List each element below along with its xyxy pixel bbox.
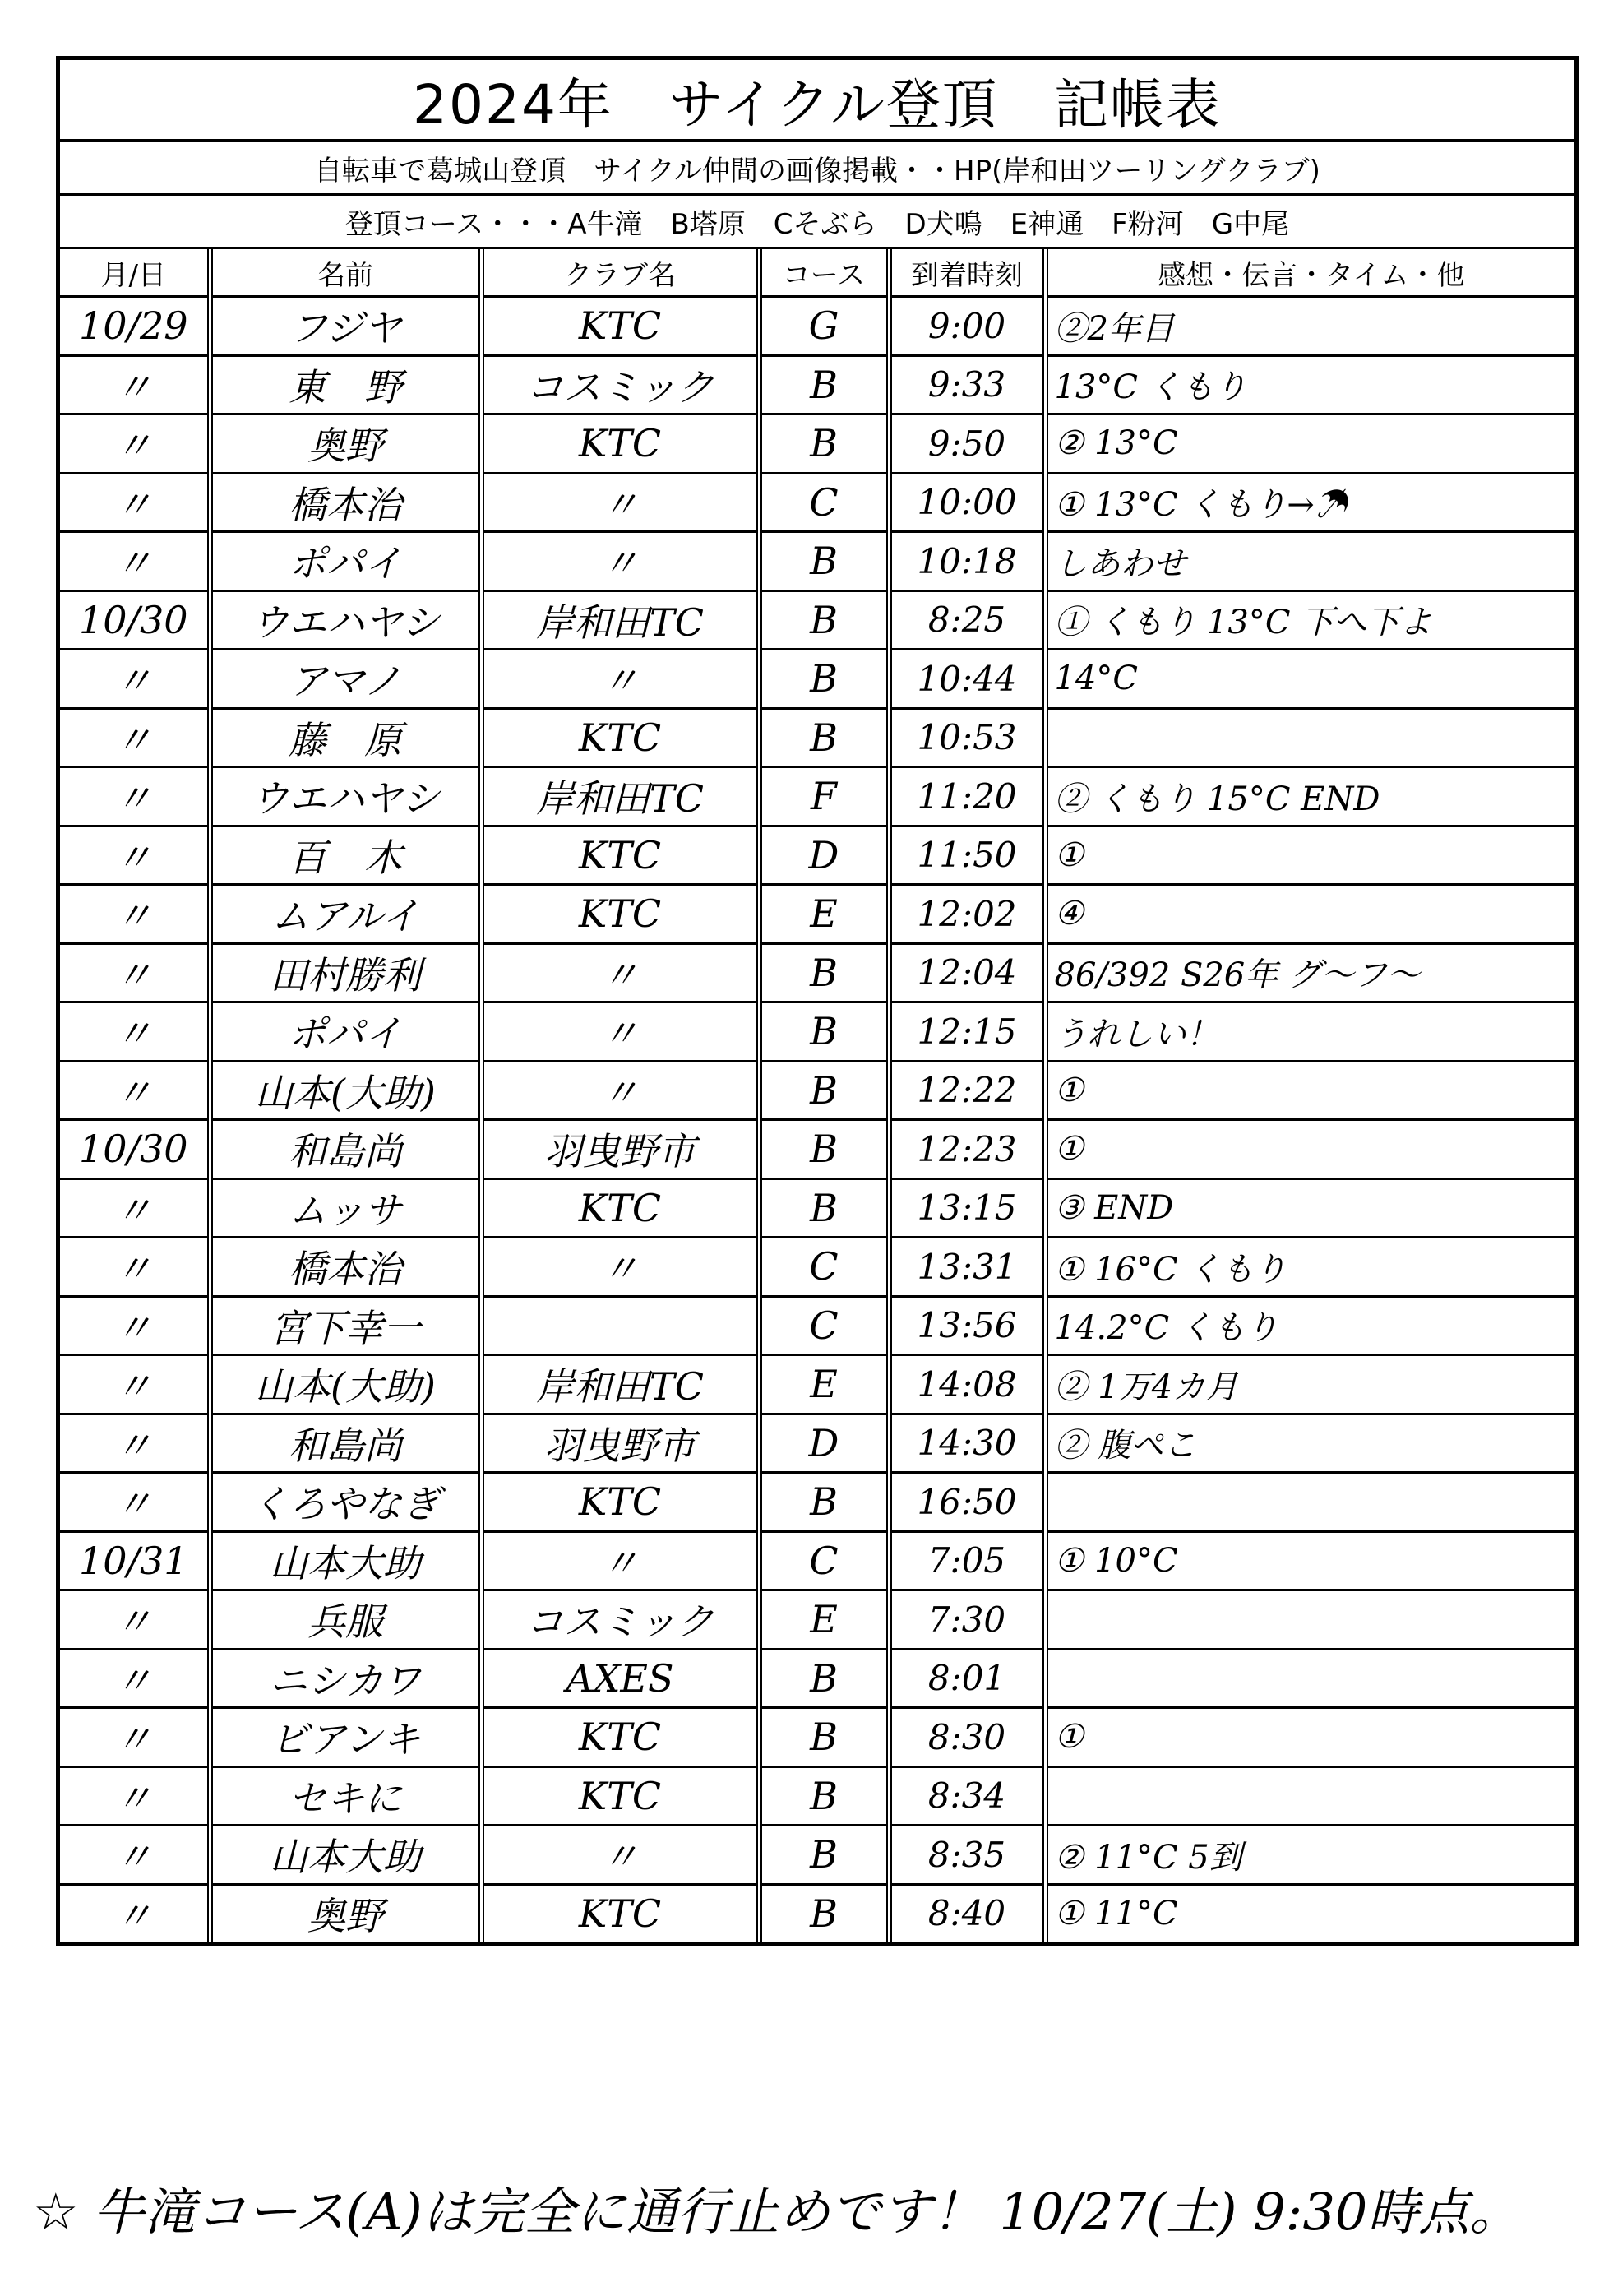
cell-club	[481, 1296, 759, 1355]
cell-club: 羽曳野市	[481, 1120, 759, 1179]
cell-note: ①	[1045, 1061, 1574, 1120]
cell-date: 10/30	[60, 590, 210, 650]
cell-name: セキに	[210, 1766, 481, 1826]
cell-time: 14:08	[889, 1355, 1045, 1414]
cell-note	[1045, 1590, 1574, 1650]
table-row	[60, 1061, 1574, 1120]
cell-course: B	[759, 414, 889, 474]
cell-time: 8:35	[889, 1826, 1045, 1885]
cell-date: 10/30	[60, 1120, 210, 1179]
cell-club: 〃	[481, 1002, 759, 1062]
cell-course: B	[759, 1649, 889, 1708]
cell-name: ニシカワ	[210, 1649, 481, 1708]
cell-club: 〃	[481, 943, 759, 1002]
cell-course: C	[759, 1296, 889, 1355]
cell-time: 9:00	[889, 297, 1045, 356]
col-header-name: 名前	[210, 249, 481, 297]
table-row	[60, 532, 1574, 591]
cell-name: ムッサ	[210, 1178, 481, 1238]
cell-course: B	[759, 1884, 889, 1942]
cell-date: 〃	[60, 1884, 210, 1942]
cell-club: 〃	[481, 532, 759, 591]
cell-name: 和島尚	[210, 1414, 481, 1473]
cell-course: B	[759, 532, 889, 591]
subtitle: 自転車で葛城山登頂 サイクル仲間の画像掲載・・HP(岸和田ツーリングクラブ)	[60, 142, 1574, 196]
cell-time: 8:25	[889, 590, 1045, 650]
table-row	[60, 1238, 1574, 1297]
cell-course: F	[759, 767, 889, 826]
cell-name: 奥野	[210, 414, 481, 474]
cell-note: ①	[1045, 1708, 1574, 1767]
cell-course: B	[759, 1178, 889, 1238]
cell-name: 宮下幸一	[210, 1296, 481, 1355]
cell-date: 〃	[60, 1708, 210, 1767]
table-row	[60, 297, 1574, 356]
cell-course: C	[759, 1238, 889, 1297]
cell-date: 〃	[60, 414, 210, 474]
cell-club: 岸和田TC	[481, 767, 759, 826]
cell-date: 〃	[60, 1238, 210, 1297]
cell-date: 〃	[60, 1826, 210, 1885]
cell-time: 7:05	[889, 1531, 1045, 1590]
cell-club: KTC	[481, 1884, 759, 1942]
cell-date: 〃	[60, 708, 210, 767]
table-row	[60, 355, 1574, 414]
cell-course: D	[759, 1414, 889, 1473]
cell-club: 〃	[481, 473, 759, 532]
cell-club: 岸和田TC	[481, 1355, 759, 1414]
cell-name: 橋本治	[210, 473, 481, 532]
cell-course: B	[759, 1826, 889, 1885]
cell-note: ②2年目	[1045, 297, 1574, 356]
cell-course: D	[759, 826, 889, 885]
table-row	[60, 590, 1574, 650]
cell-course: B	[759, 590, 889, 650]
cell-note: ① 13°C くもり→☂	[1045, 473, 1574, 532]
cell-name: ウエハヤシ	[210, 767, 481, 826]
cell-club: 岸和田TC	[481, 590, 759, 650]
cell-time: 16:50	[889, 1473, 1045, 1532]
cell-note: ② 腹ペこ	[1045, 1414, 1574, 1473]
col-header-course: コース	[759, 249, 889, 297]
cell-time: 12:22	[889, 1061, 1045, 1120]
cell-note: ①	[1045, 826, 1574, 885]
cell-course: B	[759, 1708, 889, 1767]
cell-time: 10:00	[889, 473, 1045, 532]
cell-date: 〃	[60, 943, 210, 1002]
cell-course: B	[759, 708, 889, 767]
table-row	[60, 1355, 1574, 1414]
table-row	[60, 1708, 1574, 1767]
cell-name: ウエハヤシ	[210, 590, 481, 650]
cell-date: 〃	[60, 1296, 210, 1355]
cell-note: ② 11°C 5到	[1045, 1826, 1574, 1885]
cell-name: 山本大助	[210, 1531, 481, 1590]
cell-date: 〃	[60, 1178, 210, 1238]
cell-name: ムアルイ	[210, 885, 481, 944]
cell-course: E	[759, 885, 889, 944]
cell-club: KTC	[481, 826, 759, 885]
footer-notice	[33, 2171, 1579, 2244]
cell-note: ② くもり 15°C END	[1045, 767, 1574, 826]
cell-time: 9:33	[889, 355, 1045, 414]
cell-name: 兵服	[210, 1590, 481, 1650]
cell-course: B	[759, 1766, 889, 1826]
cell-date: 10/29	[60, 297, 210, 356]
cell-club: KTC	[481, 1178, 759, 1238]
cell-name: 東 野	[210, 355, 481, 414]
log-table	[60, 249, 1574, 1942]
cell-time: 8:40	[889, 1884, 1045, 1942]
cell-course: E	[759, 1590, 889, 1650]
cell-note: ① くもり 13°C 下へ下よ	[1045, 590, 1574, 650]
cell-name: フジヤ	[210, 297, 481, 356]
cell-date: 〃	[60, 1766, 210, 1826]
table-row	[60, 767, 1574, 826]
cell-date: 〃	[60, 473, 210, 532]
cell-course: C	[759, 1531, 889, 1590]
cell-course: B	[759, 1002, 889, 1062]
course-legend: 登頂コース・・・A牛滝 B塔原 Cそぶら D犬鳴 E神通 F粉河 G中尾	[60, 196, 1574, 249]
cell-date: 〃	[60, 355, 210, 414]
table-row	[60, 473, 1574, 532]
table-row	[60, 1296, 1574, 1355]
cell-date: 〃	[60, 885, 210, 944]
cell-name: 百 木	[210, 826, 481, 885]
cell-note: しあわせ	[1045, 532, 1574, 591]
cell-club: KTC	[481, 1708, 759, 1767]
table-row	[60, 1826, 1574, 1885]
cell-date: 〃	[60, 1002, 210, 1062]
col-header-time: 到着時刻	[889, 249, 1045, 297]
cell-course: B	[759, 1473, 889, 1532]
cell-time: 12:15	[889, 1002, 1045, 1062]
cell-club: 〃	[481, 650, 759, 709]
cell-club: コスミック	[481, 1590, 759, 1650]
cell-note: ④	[1045, 885, 1574, 944]
cell-name: 橋本治	[210, 1238, 481, 1297]
cell-date: 〃	[60, 1061, 210, 1120]
cell-time: 14:30	[889, 1414, 1045, 1473]
cell-name: 田村勝利	[210, 943, 481, 1002]
cell-name: ポパイ	[210, 1002, 481, 1062]
cell-note	[1045, 1473, 1574, 1532]
cell-note	[1045, 1766, 1574, 1826]
page-title: 2024年 サイクル登頂 記帳表	[60, 60, 1574, 142]
cell-date: 〃	[60, 532, 210, 591]
cell-name: 奥野	[210, 1884, 481, 1942]
cell-date: 〃	[60, 826, 210, 885]
cell-note: ① 11°C	[1045, 1884, 1574, 1942]
cell-note: ① 10°C	[1045, 1531, 1574, 1590]
cell-course: B	[759, 1061, 889, 1120]
table-row	[60, 1531, 1574, 1590]
cell-note: ① 16°C くもり	[1045, 1238, 1574, 1297]
table-row	[60, 1473, 1574, 1532]
cell-note	[1045, 1649, 1574, 1708]
cell-date: 〃	[60, 767, 210, 826]
cell-note	[1045, 708, 1574, 767]
cell-time: 9:50	[889, 414, 1045, 474]
cell-club: AXES	[481, 1649, 759, 1708]
star-icon: ☆	[33, 2182, 79, 2242]
table-row	[60, 943, 1574, 1002]
table-row	[60, 1414, 1574, 1473]
cell-time: 11:20	[889, 767, 1045, 826]
cell-date: 〃	[60, 1414, 210, 1473]
cell-time: 10:53	[889, 708, 1045, 767]
cell-club: KTC	[481, 708, 759, 767]
cell-name: 山本(大助)	[210, 1061, 481, 1120]
cell-course: B	[759, 1120, 889, 1179]
cell-club: 〃	[481, 1061, 759, 1120]
cell-date: 〃	[60, 1473, 210, 1532]
table-row	[60, 826, 1574, 885]
table-row	[60, 885, 1574, 944]
cell-date: 〃	[60, 1355, 210, 1414]
table-row	[60, 1002, 1574, 1062]
cell-club: 羽曳野市	[481, 1414, 759, 1473]
table-row	[60, 1120, 1574, 1179]
cell-club: 〃	[481, 1238, 759, 1297]
cell-note: うれしい！	[1045, 1002, 1574, 1062]
logbook-sheet	[56, 56, 1579, 1946]
footer-text: 牛滝コース(A)は完全に通行止めです！ 10/27(土) 9:30時点。	[93, 2182, 1521, 2242]
cell-time: 13:31	[889, 1238, 1045, 1297]
cell-name: 山本大助	[210, 1826, 481, 1885]
cell-time: 8:30	[889, 1708, 1045, 1767]
cell-time: 8:34	[889, 1766, 1045, 1826]
cell-club: KTC	[481, 414, 759, 474]
cell-time: 10:44	[889, 650, 1045, 709]
cell-time: 13:56	[889, 1296, 1045, 1355]
cell-date: 10/31	[60, 1531, 210, 1590]
cell-course: B	[759, 943, 889, 1002]
cell-course: B	[759, 650, 889, 709]
col-header-note: 感想・伝言・タイム・他	[1045, 249, 1574, 297]
cell-note: 14.2°C くもり	[1045, 1296, 1574, 1355]
cell-club: コスミック	[481, 355, 759, 414]
cell-club: KTC	[481, 1766, 759, 1826]
table-row	[60, 1884, 1574, 1942]
cell-name: ビアンキ	[210, 1708, 481, 1767]
cell-name: アマノ	[210, 650, 481, 709]
table-row	[60, 1590, 1574, 1650]
cell-time: 10:18	[889, 532, 1045, 591]
table-row	[60, 1178, 1574, 1238]
table-row	[60, 414, 1574, 474]
cell-name: 山本(大助)	[210, 1355, 481, 1414]
cell-club: 〃	[481, 1826, 759, 1885]
cell-time: 12:23	[889, 1120, 1045, 1179]
cell-date: 〃	[60, 1649, 210, 1708]
cell-note: ③ END	[1045, 1178, 1574, 1238]
cell-course: B	[759, 355, 889, 414]
col-header-date: 月/日	[60, 249, 210, 297]
table-row	[60, 1649, 1574, 1708]
cell-note: ①	[1045, 1120, 1574, 1179]
cell-name: 藤 原	[210, 708, 481, 767]
cell-course: E	[759, 1355, 889, 1414]
cell-note: 13°C くもり	[1045, 355, 1574, 414]
cell-date: 〃	[60, 650, 210, 709]
cell-name: くろやなぎ	[210, 1473, 481, 1532]
cell-note: ② 13°C	[1045, 414, 1574, 474]
cell-club: KTC	[481, 297, 759, 356]
cell-note: ② 1万4カ月	[1045, 1355, 1574, 1414]
table-row	[60, 1766, 1574, 1826]
cell-club: KTC	[481, 1473, 759, 1532]
table-header-row	[60, 249, 1574, 297]
cell-time: 13:15	[889, 1178, 1045, 1238]
col-header-club: クラブ名	[481, 249, 759, 297]
table-row	[60, 650, 1574, 709]
cell-name: 和島尚	[210, 1120, 481, 1179]
cell-time: 11:50	[889, 826, 1045, 885]
cell-time: 7:30	[889, 1590, 1045, 1650]
cell-time: 12:02	[889, 885, 1045, 944]
cell-course: C	[759, 473, 889, 532]
cell-date: 〃	[60, 1590, 210, 1650]
table-row	[60, 708, 1574, 767]
cell-time: 8:01	[889, 1649, 1045, 1708]
cell-note: 86/392 S26年 グ〜フ〜	[1045, 943, 1574, 1002]
cell-time: 12:04	[889, 943, 1045, 1002]
cell-name: ポパイ	[210, 532, 481, 591]
cell-note: 14°C	[1045, 650, 1574, 709]
cell-club: 〃	[481, 1531, 759, 1590]
cell-club: KTC	[481, 885, 759, 944]
cell-course: G	[759, 297, 889, 356]
